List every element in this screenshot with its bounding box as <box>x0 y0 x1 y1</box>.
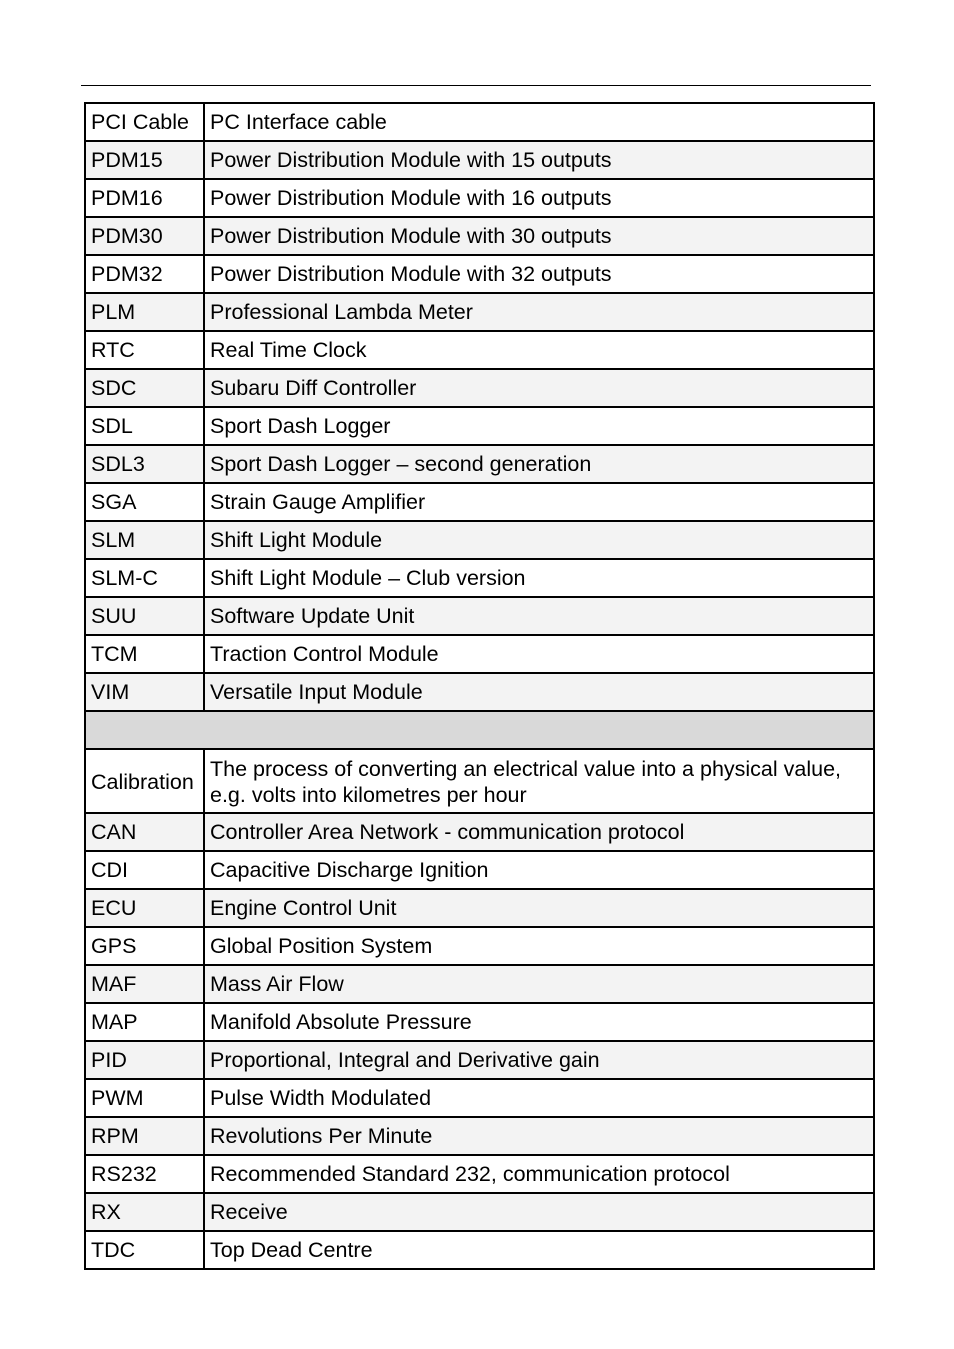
term-cell: MAF <box>85 965 204 1003</box>
term-cell: SGA <box>85 483 204 521</box>
table-row <box>85 635 874 673</box>
term-cell: PDM32 <box>85 255 204 293</box>
definition-cell: Versatile Input Module <box>204 673 874 711</box>
section-separator-cell <box>85 711 874 749</box>
definition-cell: Global Position System <box>204 927 874 965</box>
table-row <box>85 851 874 889</box>
glossary-table <box>84 102 875 1270</box>
term-cell: CDI <box>85 851 204 889</box>
definition-cell: Revolutions Per Minute <box>204 1117 874 1155</box>
table-row <box>85 103 874 141</box>
definition-cell: Power Distribution Module with 15 outputs <box>204 141 874 179</box>
definition-cell: PC Interface cable <box>204 103 874 141</box>
term-cell: CAN <box>85 813 204 851</box>
table-row <box>85 1117 874 1155</box>
term-cell: ECU <box>85 889 204 927</box>
definition-cell: Software Update Unit <box>204 597 874 635</box>
table-row <box>85 1003 874 1041</box>
glossary-body <box>85 103 874 1269</box>
term-cell: PDM16 <box>85 179 204 217</box>
table-row <box>85 1079 874 1117</box>
term-cell: RS232 <box>85 1155 204 1193</box>
table-row <box>85 1193 874 1231</box>
table-row <box>85 927 874 965</box>
term-cell: PLM <box>85 293 204 331</box>
definition-cell: Recommended Standard 232, communication protocol <box>204 1155 874 1193</box>
term-cell: PWM <box>85 1079 204 1117</box>
term-cell: RTC <box>85 331 204 369</box>
term-cell: RX <box>85 1193 204 1231</box>
term-cell: PDM30 <box>85 217 204 255</box>
term-cell: SDC <box>85 369 204 407</box>
definition-cell: The process of converting an electrical value into a physical value, e.g. volts into kilometres per hour <box>204 749 874 813</box>
term-cell: PCI Cable <box>85 103 204 141</box>
definition-cell: Sport Dash Logger <box>204 407 874 445</box>
definition-cell: Professional Lambda Meter <box>204 293 874 331</box>
definition-cell: Traction Control Module <box>204 635 874 673</box>
term-cell: SUU <box>85 597 204 635</box>
definition-cell: Proportional, Integral and Derivative gain <box>204 1041 874 1079</box>
term-cell: RPM <box>85 1117 204 1155</box>
table-row <box>85 597 874 635</box>
table-row <box>85 331 874 369</box>
table-row <box>85 1155 874 1193</box>
term-cell: TDC <box>85 1231 204 1269</box>
definition-cell: Top Dead Centre <box>204 1231 874 1269</box>
definition-cell: Power Distribution Module with 30 outputs <box>204 217 874 255</box>
table-row <box>85 407 874 445</box>
term-cell: SLM <box>85 521 204 559</box>
definition-cell: Power Distribution Module with 16 outputs <box>204 179 874 217</box>
table-row <box>85 217 874 255</box>
term-cell: SDL3 <box>85 445 204 483</box>
term-cell: TCM <box>85 635 204 673</box>
term-cell: SLM-C <box>85 559 204 597</box>
definition-cell: Sport Dash Logger – second generation <box>204 445 874 483</box>
definition-cell: Pulse Width Modulated <box>204 1079 874 1117</box>
section-separator-row <box>85 711 874 749</box>
definition-cell: Receive <box>204 1193 874 1231</box>
header-rule <box>81 85 871 86</box>
table-row <box>85 673 874 711</box>
definition-cell: Strain Gauge Amplifier <box>204 483 874 521</box>
table-row <box>85 813 874 851</box>
table-row <box>85 559 874 597</box>
definition-cell: Mass Air Flow <box>204 965 874 1003</box>
definition-cell: Subaru Diff Controller <box>204 369 874 407</box>
table-row <box>85 965 874 1003</box>
table-row <box>85 1041 874 1079</box>
table-row <box>85 521 874 559</box>
table-row <box>85 255 874 293</box>
term-cell: PID <box>85 1041 204 1079</box>
term-cell: VIM <box>85 673 204 711</box>
table-row <box>85 179 874 217</box>
definition-cell: Manifold Absolute Pressure <box>204 1003 874 1041</box>
term-cell: Calibration <box>85 749 204 813</box>
definition-cell: Capacitive Discharge Ignition <box>204 851 874 889</box>
table-row <box>85 141 874 179</box>
term-cell: GPS <box>85 927 204 965</box>
table-row <box>85 483 874 521</box>
table-row <box>85 369 874 407</box>
table-row <box>85 889 874 927</box>
definition-cell: Engine Control Unit <box>204 889 874 927</box>
definition-cell: Shift Light Module – Club version <box>204 559 874 597</box>
definition-cell: Power Distribution Module with 32 outputs <box>204 255 874 293</box>
table-row <box>85 1231 874 1269</box>
table-row <box>85 445 874 483</box>
definition-cell: Shift Light Module <box>204 521 874 559</box>
table-row <box>85 293 874 331</box>
term-cell: MAP <box>85 1003 204 1041</box>
definition-cell: Controller Area Network - communication protocol <box>204 813 874 851</box>
table-row <box>85 749 874 813</box>
definition-cell: Real Time Clock <box>204 331 874 369</box>
term-cell: PDM15 <box>85 141 204 179</box>
term-cell: SDL <box>85 407 204 445</box>
